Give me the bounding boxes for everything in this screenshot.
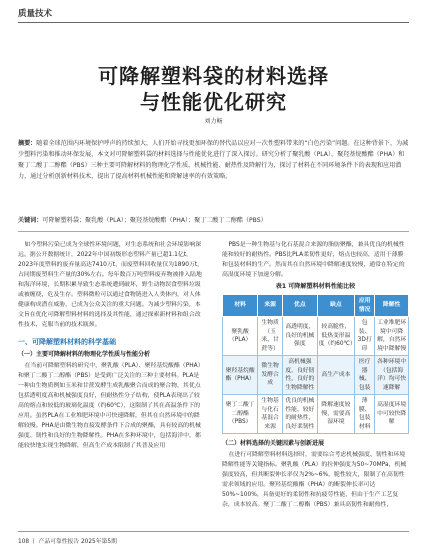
table-cell: 高湿度环境中可较快降解: [375, 395, 409, 434]
section-tag: 质量技术: [18, 9, 53, 19]
table-cell: 医疗器械、包装: [355, 356, 375, 395]
table-cell: 薄膜、包装材料: [355, 395, 375, 434]
material-comparison-table: [222, 294, 409, 434]
table-header-source: 来源: [258, 295, 283, 317]
table-cell: 高透明度，良好的机械强度: [282, 317, 317, 356]
table-header-material: 材料: [223, 295, 258, 317]
intro-paragraph: 如今塑料污染已成为全球性环境问题，对生态系统和社会环境影响深远。据公开数据统计，2022年中国初级形态塑料产量已超1.1亿t，2023年度塑料的废弃量高达7410万t，而废塑料回收量仅为1890万t，占同期废塑料生产量的30%左右。每年数百万吨塑料废弃物被排入陆地和海洋环境，长期积累导致生态系统遭到破坏，野生动物误食塑料垃圾或被缠绕，危及生存。塑料微粒可以通过食物链进入人类体内，对人体健康构成潜在威胁，已成为公众关注的重大问题。为减少塑料污染，本文旨在优化可降解塑料材料的选择及其性能，通过探索新材料和组合改性技术，克服当前的技术瓶颈。: [18, 242, 204, 328]
table-cell: 包装、3D打印: [355, 317, 375, 356]
right-column: [222, 240, 409, 510]
table-header-application: 应用情况: [355, 295, 375, 317]
article-title-line1: 可降解塑料袋的材料选择: [98, 64, 329, 88]
table-cell: 生物基与化石基混合来源: [258, 395, 283, 434]
keywords-label: 关键词：: [18, 217, 43, 224]
keywords: [18, 215, 409, 226]
table-cell: 工业堆肥环境中可降解，自然环境中降解慢: [375, 317, 409, 356]
author: 刘力畅: [204, 118, 223, 125]
abstract-divider: [18, 231, 409, 232]
subsection-2-text: 在进行可降解塑料材料选择时，需要综合考虑机械强度、韧性和环境降解性能等关键指标。聚乳酸（PLA）的拉伸强度为50~70MPa，机械强度较高，但其断裂伸长率仅为2%~6%，脆性较大，限制了在高韧性需求领域的应用。聚羟基烷酸酯（PHA）的断裂伸长率可达50%~100%，具备更好的柔韧性和抗疲劳性能，但由于生产工艺复杂，成本较高。聚丁二酸丁二醇酯（PBS）兼具高韧性和耐热性，: [222, 452, 407, 508]
table-title: 表1 可降解塑料材料性能比较: [275, 283, 356, 290]
header-rule: [18, 22, 409, 23]
footer-rule: [18, 531, 409, 532]
abstract: [18, 138, 409, 182]
table-cell: 聚丁二酸丁二醇酯（PBS）: [223, 395, 258, 434]
abstract-text: 随着全球范围内环境保护呼声的持续加大，人们开始寻找更加环保的替代品以应对一次性塑料带来的“白色污染”问题。在这种背景下，为减少塑料污染和推动环保发展，本文对可降解塑料袋的材料选择与性能优化进行了深入探讨。研究分析了聚乳酸（PLA）、聚羟基烷酸酯（PHA）和聚丁二酸丁二醇酯（PBS）三种主要可降解材料的物理化学性质、机械性能、耐热性及降解行为，探讨了材料在不同环境条件下的表现和应用潜力，通过分析创新材料技术，提出了提高材料机械性能和降解速率的有效策略。: [18, 140, 409, 180]
subsection-heading-1: （一）主要可降解材料的物理化学性质与性能分析: [18, 351, 151, 358]
page-footer: 108 丨 产品可靠性报告 2025年第5期: [18, 539, 117, 545]
table-header-cons: 缺点: [317, 295, 354, 317]
table-row: [223, 395, 409, 434]
table-cell: 高生产成本: [317, 356, 354, 395]
table-cell: 优良的机械性能，较好的耐热性，良好柔韧性: [282, 395, 317, 434]
table-header-row: [223, 295, 409, 317]
subsection-heading-2: （二）材料选择的关键因素与创新进展: [222, 440, 325, 447]
table-cell: 高机械强度，良好韧性，良好的生物降解性: [282, 356, 317, 395]
left-column: [18, 240, 205, 451]
table-cell: 较高脆性，低热变形温度（约60℃）: [317, 317, 354, 356]
table-cell: 聚羟基烷酸酯（PHA）: [223, 356, 258, 395]
table-header-degradability: 降解性: [375, 295, 409, 317]
abstract-label: 摘要：: [18, 140, 37, 147]
table-cell: 微生物发酵合成: [258, 356, 283, 395]
keywords-text: 可降解塑料袋；聚乳酸（PLA）；聚羟基烷酸酯（PHA）；聚丁二酸丁二醇酯（PBS）: [42, 217, 267, 224]
table-row: [223, 356, 409, 395]
section-heading-1: 一、可降解塑料材料的科学基础: [18, 338, 116, 346]
table-cell: 生物质（玉米、甘蔗等）: [258, 317, 283, 356]
table-cell: 降解速度较慢，需要高湿环境: [317, 395, 354, 434]
table-cell: 各种环境中（包括海洋）均可快速降解: [375, 356, 409, 395]
table-header-pros: 优点: [282, 295, 317, 317]
article-title-line2: 与性能优化研究: [140, 90, 287, 114]
subsection-1-text: 在当前可降解塑料的研究中，聚乳酸（PLA）、聚羟基烷酸酯（PHA）和聚丁二酸丁二醇酯（PBS）是受到广泛关注的三种主要材料。PLA是一种由生物质例如玉米和甘蔗发酵生成乳酸聚合而成的聚合物，其优点包括透明度高和机械强度良好，但耐热性分子结构，使PLA表现出了较高的熔点和较低的玻璃化温度（约60℃），这限制了其在高温条件下的应用。虽然PLA在工业堆肥环境中可快速降解，但其在自然环境中的降解较慢。PHA是由微生物直接发酵条件下合成的聚酯，具有较高的机械强度、韧性和良好的生物降解性。PHA在多种环境中，包括海洋中，都能较快地实现生物降解，但高生产成本限制了其普及应用: [18, 363, 204, 449]
pbs-paragraph: PBS是一种生物基与化石基混合来源的脂肪聚酯，兼具优良的机械性能和较好的耐热性。PBS比PLA柔韧性更好，熔点也较高，适用于薄膜和包装材料的生产。然而其在自然环境中降解速度较慢，通常在特定的高湿度环境下加速分解。: [222, 242, 405, 278]
table-row: [223, 317, 409, 356]
table-cell: 聚乳酸（PLA）: [223, 317, 258, 356]
